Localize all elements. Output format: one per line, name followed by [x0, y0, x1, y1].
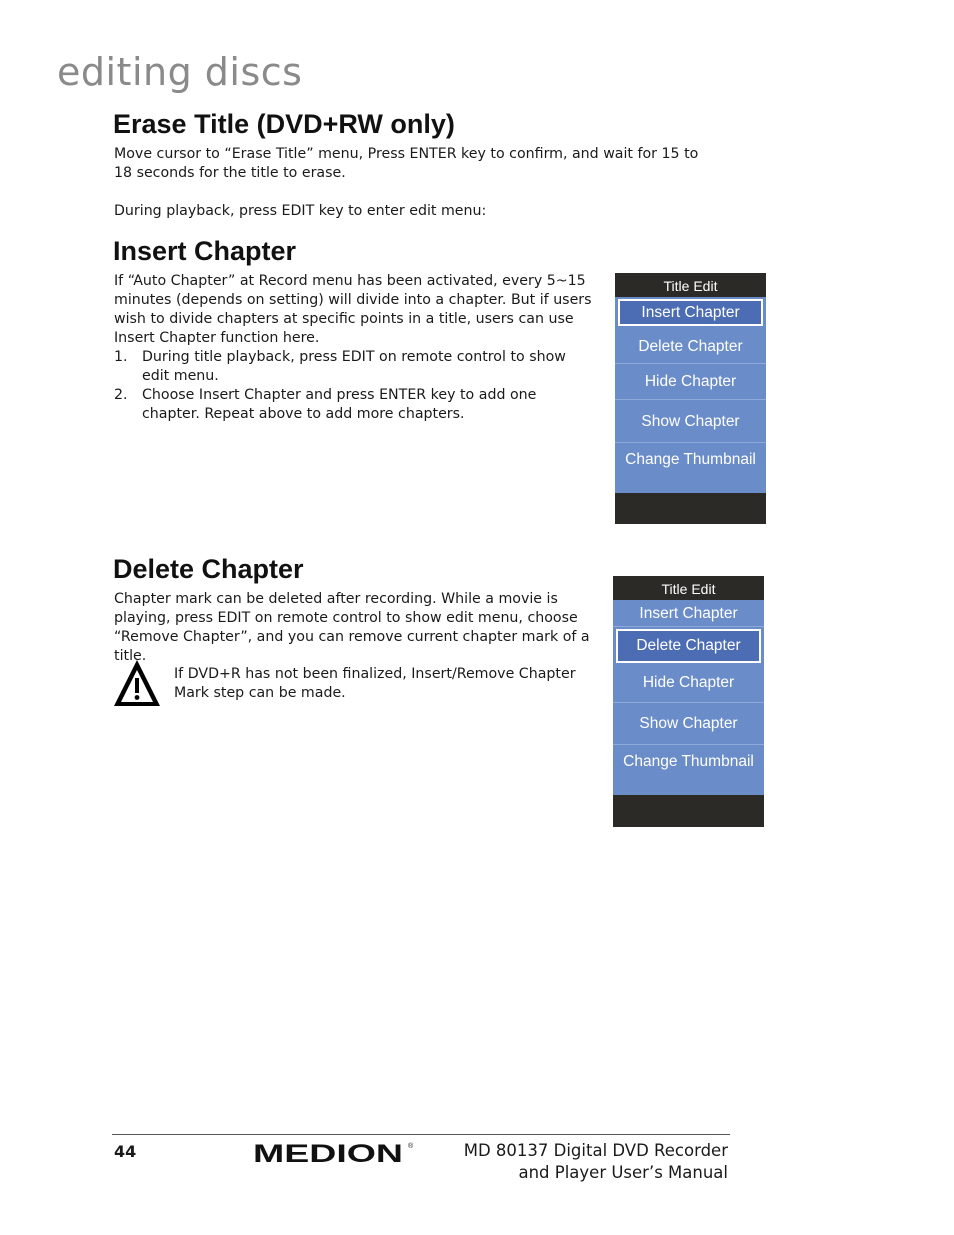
- step-text: Choose Insert Chapter and press ENTER key to add one chapter. Repeat above to add more chapters.: [142, 387, 537, 422]
- page-title: editing discs: [57, 50, 303, 94]
- menu-title: Title Edit: [615, 273, 766, 297]
- erase-title-body: [114, 145, 714, 221]
- erase-title-paragraph: Move cursor to “Erase Title” menu, Press ENTER key to confirm, and wait for 15 to 18 seconds for the title to erase.: [114, 146, 699, 181]
- list-item: [114, 386, 592, 424]
- footer-line-2: and Player User’s Manual: [518, 1163, 728, 1182]
- title-edit-menu-insert: [615, 273, 766, 524]
- menu-item-hide-chapter[interactable]: Hide Chapter: [615, 364, 766, 400]
- menu-item-change-thumbnail[interactable]: Change Thumbnail: [625, 451, 756, 468]
- delete-chapter-paragraph: Chapter mark can be deleted after recording. While a movie is playing, press EDIT on remote control to show edit menu, choose “Remove Chapter”, and you can remove current chapter mark of a title.: [114, 591, 590, 664]
- page-number: 44: [114, 1142, 137, 1161]
- footer-rule: [112, 1134, 730, 1135]
- insert-chapter-heading: Insert Chapter: [113, 236, 297, 266]
- warning-triangle-icon: [112, 658, 162, 708]
- medion-logo-icon: [253, 1141, 415, 1165]
- menu-item-delete-chapter[interactable]: Delete Chapter: [615, 328, 766, 364]
- svg-text:®: ®: [408, 1143, 414, 1150]
- menu-item-show-chapter[interactable]: Show Chapter: [613, 703, 764, 745]
- menu-title: Title Edit: [613, 576, 764, 600]
- edit-menu-instruction: During playback, press EDIT key to enter edit menu:: [114, 203, 487, 219]
- step-number: 1.: [114, 349, 128, 365]
- menu-item-hide-chapter[interactable]: Hide Chapter: [613, 665, 764, 703]
- menu-item-insert-chapter[interactable]: Insert Chapter: [613, 600, 764, 627]
- menu-footer: [613, 795, 764, 827]
- insert-chapter-body: [114, 272, 592, 424]
- title-edit-menu-delete: [613, 576, 764, 827]
- footer-manual-title: [464, 1140, 728, 1184]
- menu-footer: [615, 493, 766, 524]
- insert-chapter-paragraph: If “Auto Chapter” at Record menu has been activated, every 5~15 minutes (depends on setting) will divide into a chapter. But if users wish to divide chapters at specific points in a title, users can use Insert Chapter function here.: [114, 273, 592, 346]
- step-number: 2.: [114, 387, 128, 403]
- insert-chapter-steps: [114, 348, 592, 424]
- warning-text: If DVD+R has not been finalized, Insert/Remove Chapter Mark step can be made.: [174, 666, 576, 701]
- list-item: [114, 348, 592, 386]
- menu-item-change-thumbnail[interactable]: Change Thumbnail: [623, 753, 754, 770]
- footer-line-1: MD 80137 Digital DVD Recorder: [463, 1141, 728, 1160]
- delete-chapter-heading: Delete Chapter: [113, 554, 304, 584]
- menu-item-delete-chapter[interactable]: Delete Chapter: [616, 629, 761, 663]
- medion-logo: [253, 1141, 415, 1169]
- step-text: During title playback, press EDIT on remote control to show edit menu.: [142, 349, 566, 384]
- erase-title-heading: Erase Title (DVD+RW only): [113, 109, 455, 139]
- menu-item-show-chapter[interactable]: Show Chapter: [615, 400, 766, 443]
- svg-text:MEDION: MEDION: [253, 1141, 403, 1165]
- menu-item-insert-chapter[interactable]: Insert Chapter: [618, 299, 763, 326]
